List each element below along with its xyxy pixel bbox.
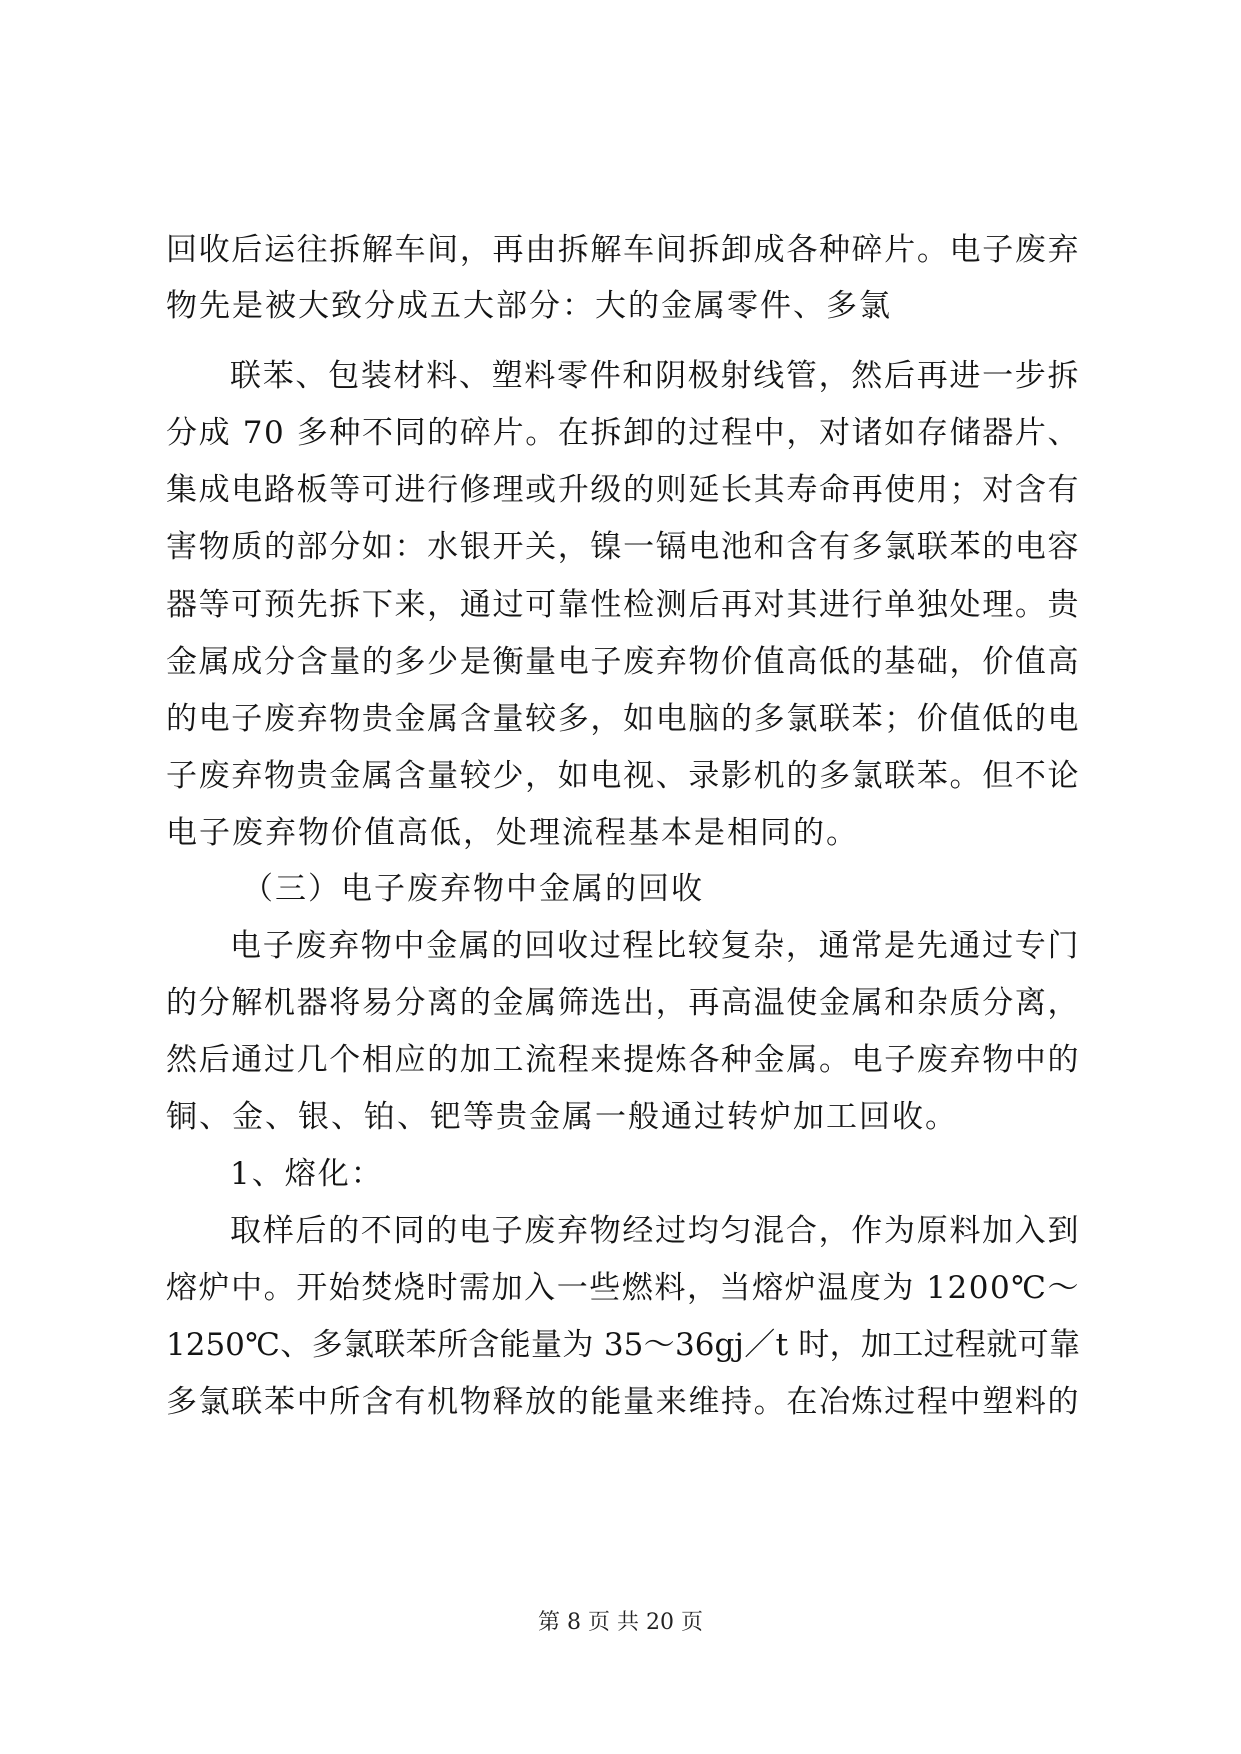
paragraph-line: 1250℃、多氯联苯所含能量为 35～36gj／t 时，加工过程就可靠 (166, 1327, 1080, 1363)
paragraph-line: 铜、金、银、铂、钯等贵金属一般通过转炉加工回收。 (166, 1099, 958, 1135)
paragraph-line: 的电子废弃物贵金属含量较多，如电脑的多氯联苯；价值低的电 (166, 701, 1080, 737)
paragraph-line: 熔炉中。开始焚烧时需加入一些燃料，当熔炉温度为 1200℃～ (166, 1270, 1080, 1306)
paragraph-line: 子废弃物贵金属含量较少，如电视、录影机的多氯联苯。但不论 (166, 758, 1080, 794)
paragraph-line: 金属成分含量的多少是衡量电子废弃物价值高低的基础，价值高 (166, 644, 1080, 680)
paragraph-line: 电子废弃物价值高低，处理流程基本是相同的。 (166, 815, 859, 851)
paragraph-line: 多氯联苯中所含有机物释放的能量来维持。在冶炼过程中塑料的 (166, 1384, 1080, 1420)
paragraph-line: 物先是被大致分成五大部分：大的金属零件、多氯 (166, 288, 892, 324)
paragraph-line: 器等可预先拆下来，通过可靠性检测后再对其进行单独处理。贵 (166, 587, 1080, 623)
paragraph-line: 分成 70 多种不同的碎片。在拆卸的过程中，对诸如存储器片、 (166, 415, 1080, 451)
paragraph-line: 的分解机器将易分离的金属筛选出，再高温使金属和杂质分离， (166, 985, 1080, 1021)
paragraph-line: 联苯、包装材料、塑料零件和阴极射线管，然后再进一步拆 (230, 358, 1080, 394)
paragraph-line: 然后通过几个相应的加工流程来提炼各种金属。电子废弃物中的 (166, 1042, 1080, 1078)
section-heading: （三）电子废弃物中金属的回收 (242, 871, 704, 907)
subsection-heading: 1、熔化： (230, 1156, 384, 1192)
paragraph-line: 回收后运往拆解车间，再由拆解车间拆卸成各种碎片。电子废弃 (166, 232, 1080, 268)
paragraph-line: 电子废弃物中金属的回收过程比较复杂，通常是先通过专门 (230, 928, 1080, 964)
paragraph-line: 取样后的不同的电子废弃物经过均匀混合，作为原料加入到 (230, 1213, 1080, 1249)
page-number-footer: 第 8 页 共 20 页 (538, 1610, 703, 1635)
paragraph-line: 害物质的部分如：水银开关，镍一镉电池和含有多氯联苯的电容 (166, 529, 1080, 565)
paragraph-line: 集成电路板等可进行修理或升级的则延长其寿命再使用；对含有 (166, 472, 1080, 508)
